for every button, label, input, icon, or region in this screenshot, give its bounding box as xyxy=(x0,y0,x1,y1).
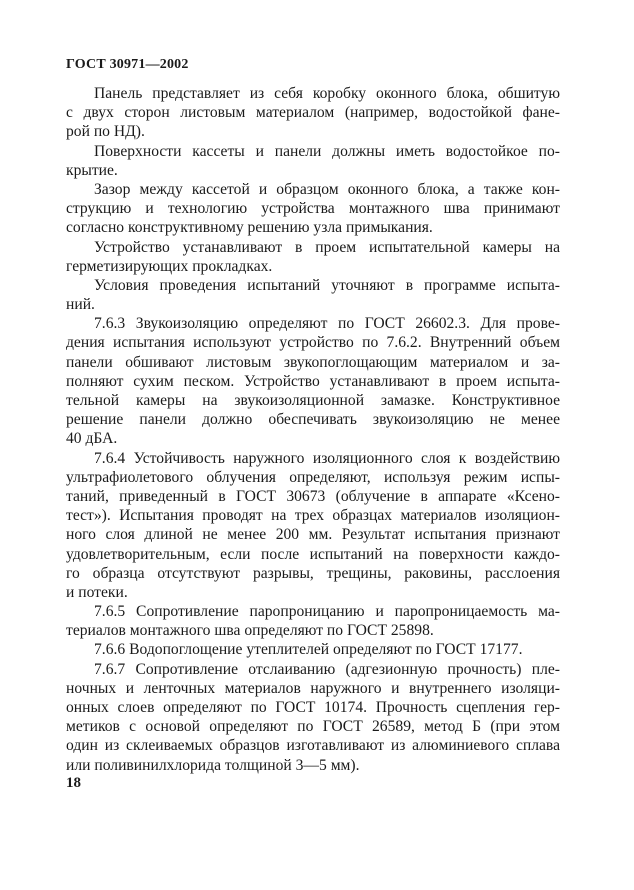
text-line: Поверхности кассеты и панели должны иметь водостойкое по- xyxy=(94,142,560,160)
text-line: ний. xyxy=(66,296,95,314)
text-line: решение панели должно обеспечивать звукоизоляцию не менее xyxy=(66,411,560,429)
text-line: 7.6.7 Сопротивление отслаиванию (адгезионную прочность) пле- xyxy=(94,660,560,678)
text-line: тест»). Испытания проводят на трех образцах материалов изоляцион- xyxy=(66,507,560,525)
text-line: таний, приведенный в ГОСТ 30673 (облучение в аппарате «Ксено- xyxy=(66,487,560,505)
page-number: 18 xyxy=(66,775,81,791)
text-line: метиков с основой определяют по ГОСТ 26589, метод Б (при этом xyxy=(66,718,560,736)
text-line: ночных и ленточных материалов наружного и внутреннего изоляци- xyxy=(66,679,560,697)
text-line: удовлетворительным, если после испытаний на поверхности каждо- xyxy=(66,545,560,563)
text-line: панели обшивают листовым звукопоглощающим материалом и за- xyxy=(66,353,560,371)
text-line: ультрафиолетового облучения определяют, используя режим испы- xyxy=(66,468,560,486)
text-line: териалов монтажного шва определяют по ГОСТ 25898. xyxy=(66,622,434,640)
text-line: полняют сухим песком. Устройство устанавливают в проем испыта- xyxy=(66,372,560,390)
text-line: согласно конструктивному решению узла примыкания. xyxy=(66,219,433,237)
text-line: 7.6.5 Сопротивление паропроницанию и паропроницаемость ма- xyxy=(94,603,560,621)
text-line: тельной камеры на звукоизоляционной замазке. Конструктивное xyxy=(66,392,560,409)
text-line: и потеки. xyxy=(66,583,128,601)
text-line: струкцию и технологию устройства монтажного шва принимают xyxy=(66,200,560,218)
text-line: Устройство устанавливают в проем испытательной камеры на xyxy=(94,238,560,256)
text-line: Зазор между кассетой и образцом оконного блока, а также кон- xyxy=(94,180,560,198)
document-header: ГОСТ 30971—2002 xyxy=(66,57,189,72)
text-line: Условия проведения испытаний уточняют в программе испыта- xyxy=(94,276,560,294)
text-line: герметизирующих прокладках. xyxy=(66,257,273,275)
text-line: 7.6.4 Устойчивость наружного изоляционного слоя к воздействию xyxy=(94,449,560,467)
text-line: Панель представляет из себя коробку оконного блока, обшитую xyxy=(94,85,560,102)
text-line: 40 дБА. xyxy=(66,430,118,448)
body-text xyxy=(66,84,560,775)
text-line: крытие. xyxy=(66,161,118,179)
text-line: 7.6.3 Звукоизоляцию определяют по ГОСТ 26602.3. Для прове- xyxy=(94,315,560,333)
text-line: рой по НД). xyxy=(66,123,145,141)
text-line: го образца отсутствуют разрывы, трещины, раковины, расслоения xyxy=(66,564,560,582)
text-line: 7.6.6 Водопоглощение утеплителей определяют по ГОСТ 17177. xyxy=(94,641,523,659)
text-line: или поливинилхлорида толщиной 3—5 мм). xyxy=(66,756,360,774)
text-line: один из склеиваемых образцов изготавливают из алюминиевого сплава xyxy=(66,737,560,755)
text-line: онных слоев определяют по ГОСТ 10174. Прочность сцепления гер- xyxy=(66,699,560,716)
text-line: ного слоя длиной не менее 200 мм. Результат испытания признают xyxy=(66,526,560,544)
text-line: дения испытания используют устройство по 7.6.2. Внутренний объем xyxy=(66,334,560,352)
text-line: с двух сторон листовым материалом (например, водостойкой фане- xyxy=(66,104,560,122)
